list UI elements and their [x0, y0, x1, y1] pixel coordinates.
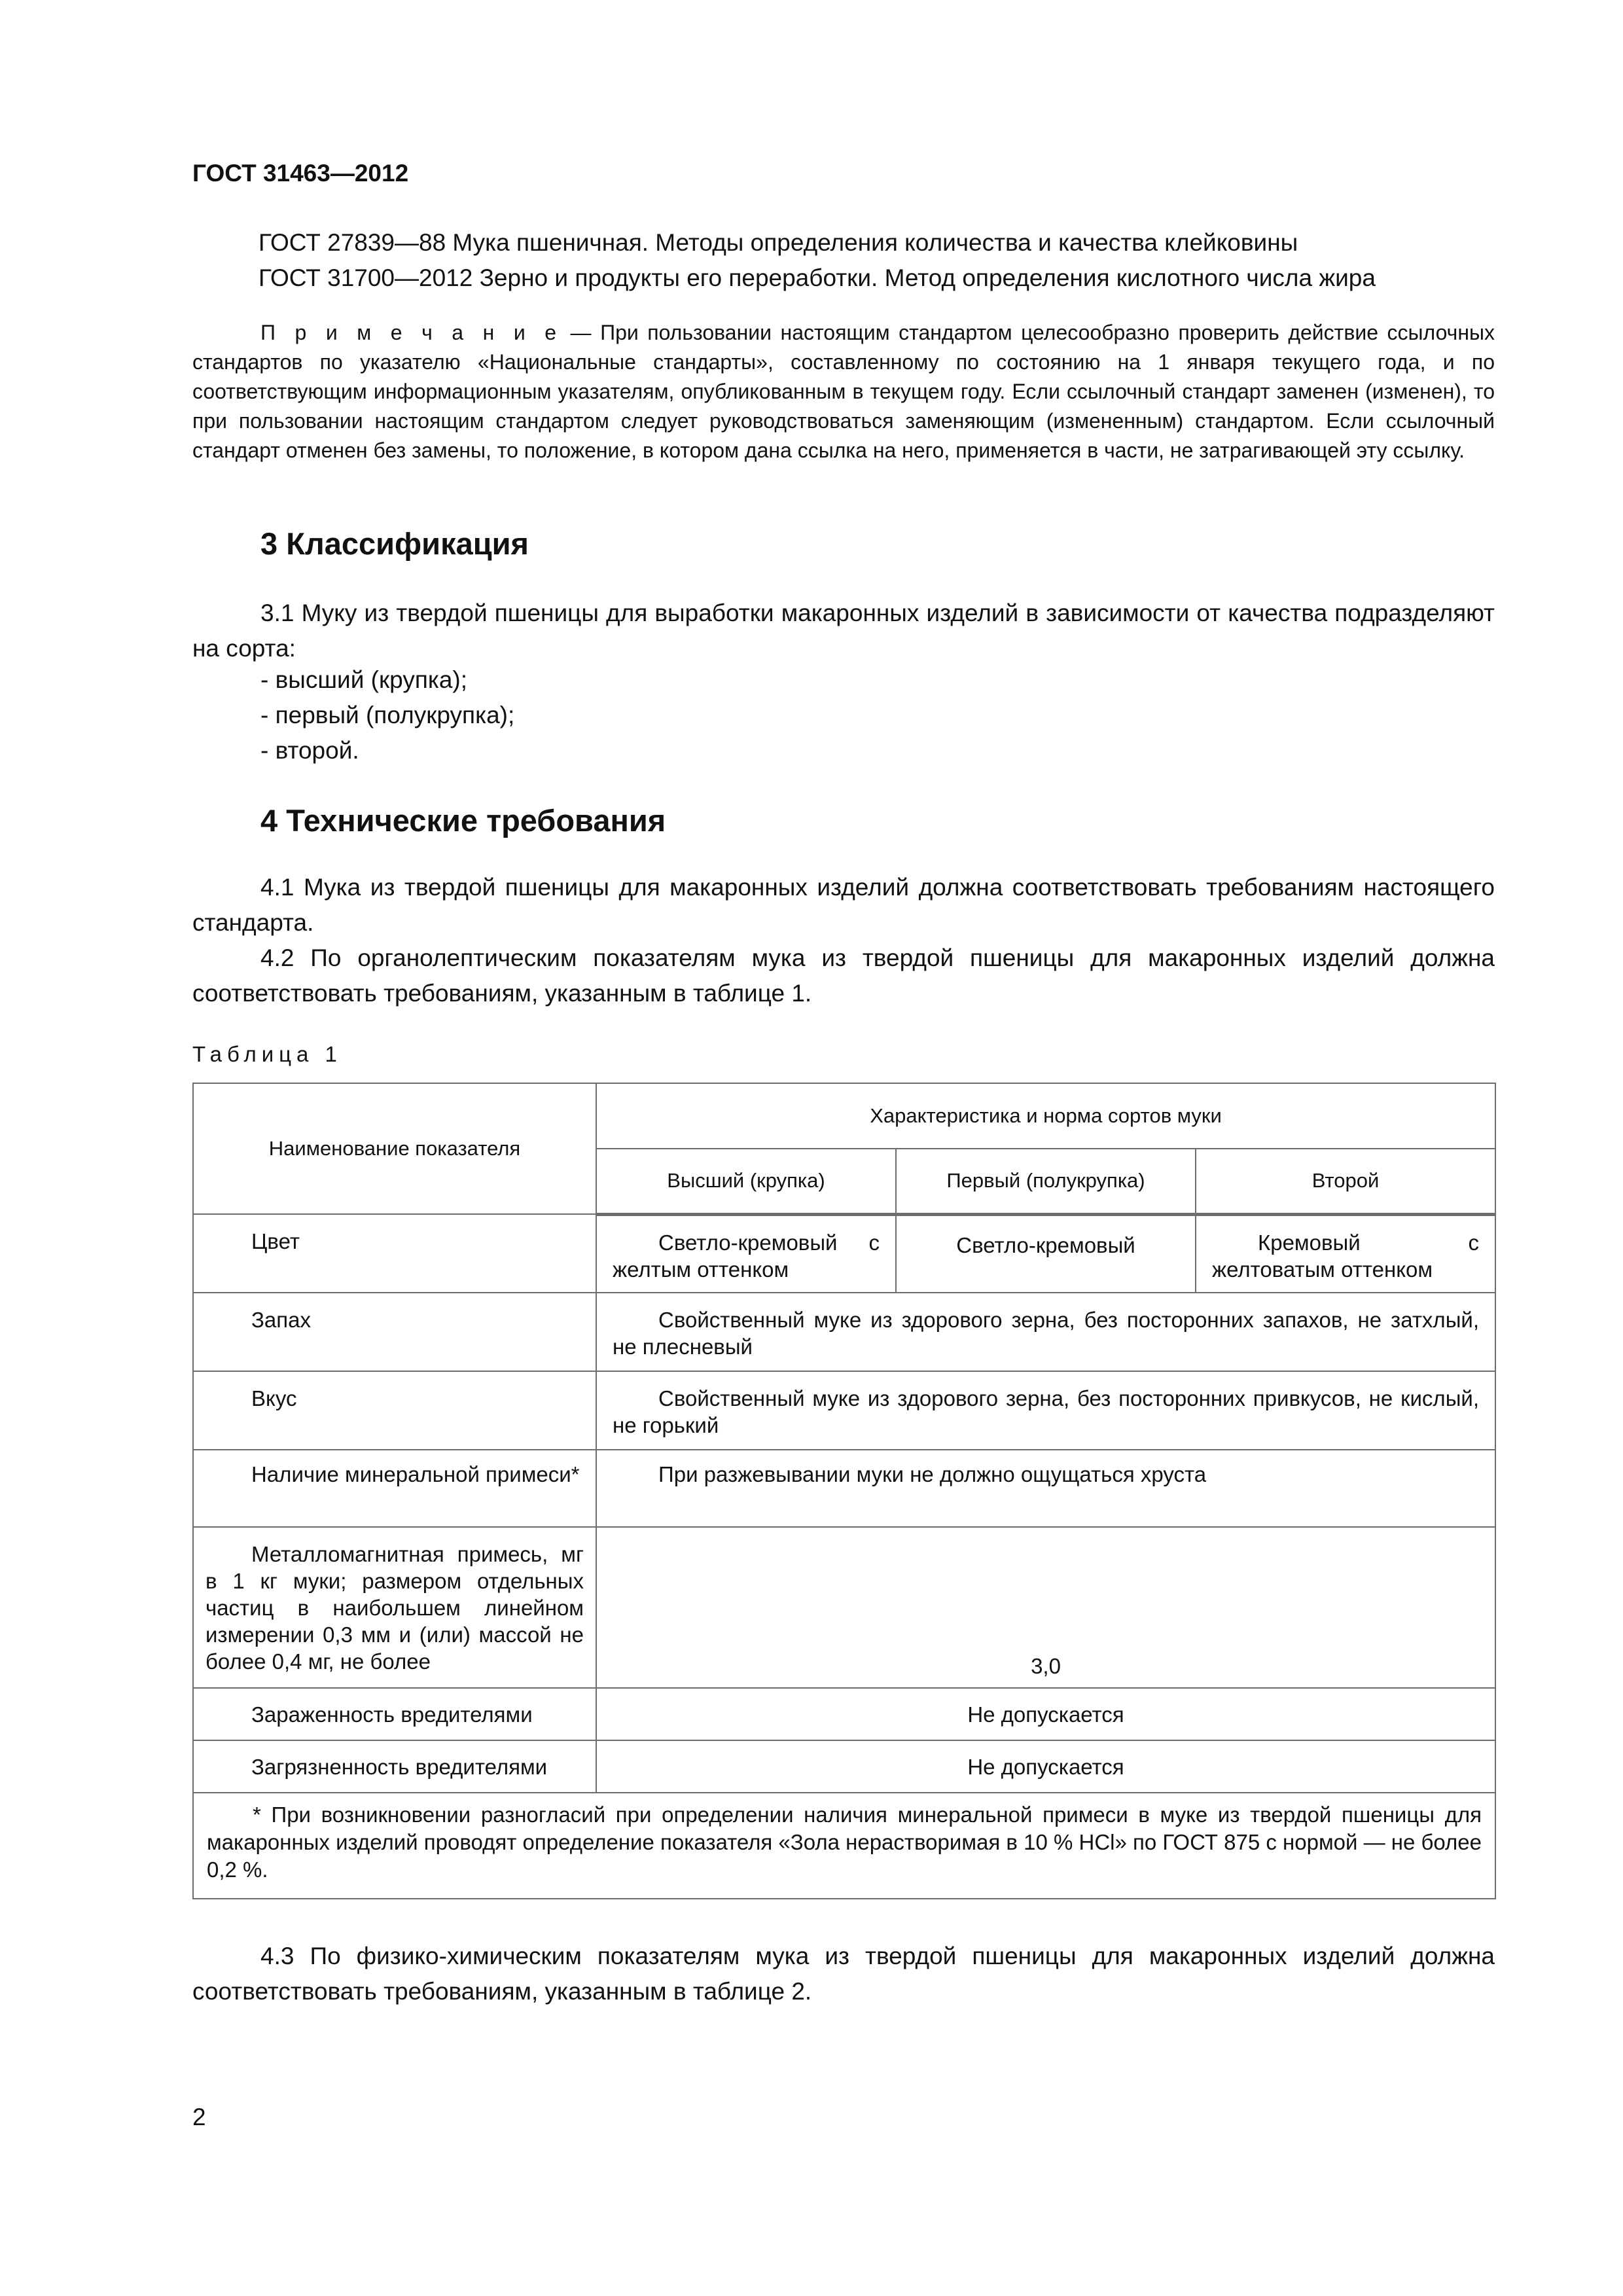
- section-4-3-paragraph: 4.3 По физико-химическим показателям мука из твердой пшеницы для макаронных изделий должна соответствовать требованиям, указанным в таблице 2.: [192, 1943, 1495, 2005]
- table-row: [193, 1214, 1495, 1293]
- row-name-taste: Вкус: [251, 1386, 297, 1410]
- page-number: 2: [192, 2104, 206, 2130]
- header-grade-group: Характеристика и норма сортов муки: [596, 1083, 1495, 1149]
- list-item-grade-first: - первый (полукрупка);: [260, 702, 515, 728]
- table-footnote: * При возникновении разногласий при определении наличия минеральной примеси в муке из твердой пшеницы для макаронных изделий проводят определение показателя «Зола нерастворимая в 10 % HCl» по ГОСТ 875 с нормой — не более 0,2 %.: [193, 1793, 1495, 1899]
- section-4-1-paragraph: 4.1 Мука из твердой пшеницы для макаронных изделий должна соответствовать требованиям настоящего стандарта.: [192, 874, 1495, 936]
- smell-value: Свойственный муке из здорового зерна, без посторонних запахов, не затхлый, не плесневый: [596, 1293, 1495, 1371]
- reference-gost-27839: ГОСТ 27839—88 Мука пшеничная. Методы определения количества и качества клейковины: [259, 229, 1298, 256]
- table-row: [193, 1527, 1495, 1688]
- header-indicator-name: Наименование показателя: [193, 1083, 596, 1214]
- section-4-2-paragraph: 4.2 По органолептическим показателям мука из твердой пшеницы для макаронных изделий должна соответствовать требованиям, указанным в таблице 1.: [192, 944, 1495, 1007]
- header-grade-second: Второй: [1196, 1149, 1495, 1214]
- table-row: [193, 1293, 1495, 1371]
- document-id: ГОСТ 31463—2012: [192, 160, 409, 187]
- pests-contamination-value: Не допускается: [596, 1740, 1495, 1793]
- table-row: [193, 1793, 1495, 1899]
- section-3-heading: 3 Классификация: [260, 526, 529, 561]
- list-item-grade-top: - высший (крупка);: [260, 666, 468, 693]
- table-row: [193, 1371, 1495, 1450]
- row-name-metal: Металломагнитная примесь, мг в 1 кг муки; размером отдельных частиц в наибольшем линейном измерении 0,3 мм и (или) массой не более 0,4 мг, не более: [193, 1527, 596, 1688]
- metal-value: 3,0: [596, 1527, 1495, 1688]
- row-name-smell: Запах: [251, 1308, 312, 1332]
- row-name-pests-infestation: Зараженность вредителями: [251, 1702, 533, 1727]
- note-label: П р и м е ч а н и е: [260, 321, 562, 344]
- row-name-pests-contamination: Загрязненность вредителями: [251, 1754, 548, 1779]
- pests-infestation-value: Не допускается: [596, 1688, 1495, 1740]
- list-item-grade-second: - второй.: [260, 737, 359, 764]
- mineral-value: При разжевывании муки не должно ощущаться хруста: [596, 1450, 1495, 1527]
- note-text: — При пользовании настоящим стандартом целесообразно проверить действие ссылочных стандартов по указателю «Национальные стандарты», составленному по состоянию на 1 января текущего года, и по соответствующим информационным указателям, опубликованным в текущем году. Если ссылочный стандарт заменен (изменен), то при пользовании настоящим стандартом следует руководствоваться заменяющим (измененным) стандартом. Если ссылочный стандарт отменен без замены, то положение, в котором дана ссылка на него, применяется в части, не затрагивающей эту ссылку.: [192, 321, 1495, 462]
- row-name-color: Цвет: [251, 1229, 300, 1253]
- section-4-heading: 4 Технические требования: [260, 803, 666, 838]
- table-row: [193, 1450, 1495, 1527]
- color-grade-top: Светло-кремовый с желтым оттенком: [596, 1214, 896, 1293]
- header-grade-top: Высший (крупка): [596, 1149, 896, 1214]
- section-3-1-paragraph: 3.1 Муку из твердой пшеницы для выработки макаронных изделий в зависимости от качества подразделяют на сорта:: [192, 600, 1495, 662]
- table-row: [193, 1688, 1495, 1740]
- table-1-caption: Таблица 1: [192, 1042, 342, 1066]
- reference-gost-31700: ГОСТ 31700—2012 Зерно и продукты его переработки. Метод определения кислотного числа жира: [259, 264, 1376, 291]
- table-row: [193, 1740, 1495, 1793]
- note-paragraph: [192, 318, 1495, 465]
- color-grade-second: Кремовый с желтоватым оттенком: [1196, 1214, 1495, 1293]
- color-grade-first: Светло-кремовый: [896, 1214, 1196, 1293]
- table-1: [192, 1083, 1496, 1899]
- row-name-mineral: Наличие минеральной примеси*: [193, 1450, 596, 1527]
- header-grade-first: Первый (полукрупка): [896, 1149, 1196, 1214]
- taste-value: Свойственный муке из здорового зерна, без посторонних привкусов, не кислый, не горький: [596, 1371, 1495, 1450]
